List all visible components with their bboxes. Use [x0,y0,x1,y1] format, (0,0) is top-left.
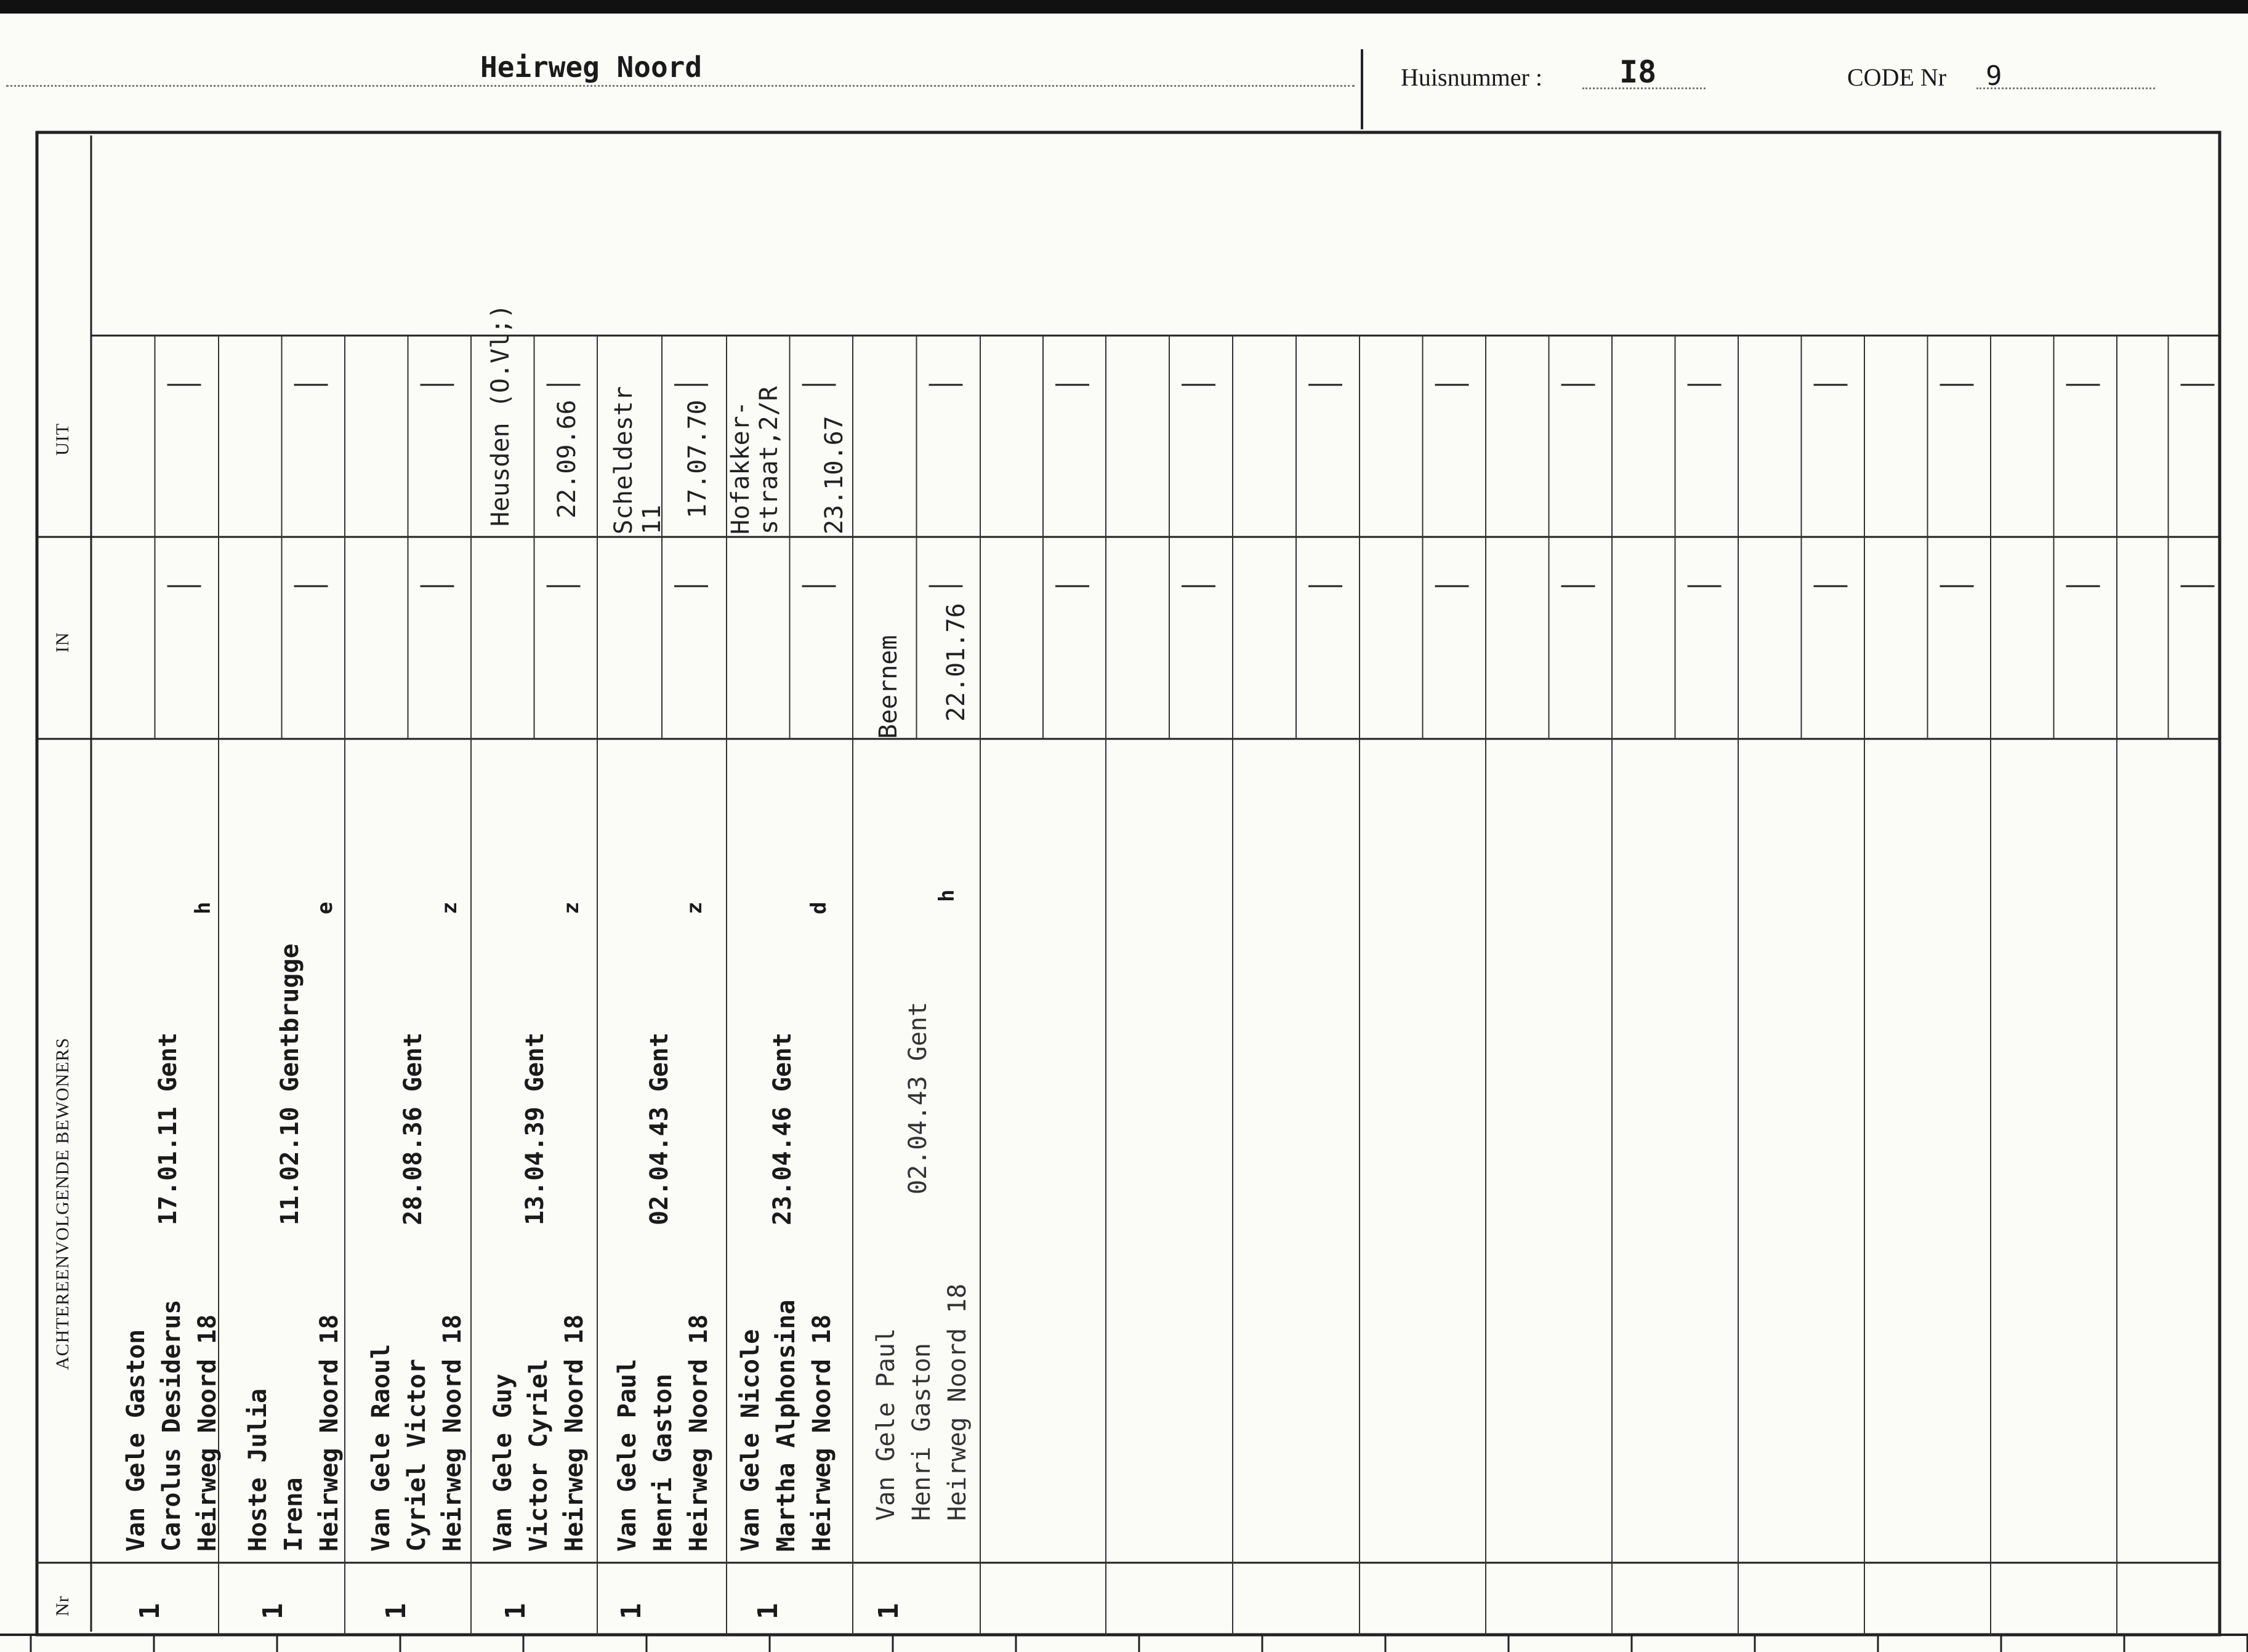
resident-name-2: Henri Gaston [649,1374,677,1552]
resident-birth: 02.04.43 Gent [645,1032,674,1225]
in-place: Beernem [874,635,903,739]
resident-address: Heirweg Noord 18 [438,1314,467,1552]
resident-mark: h [935,889,959,902]
resident-nr: 1 [257,1603,289,1619]
resident-nr: 1 [616,1603,647,1619]
resident-name-1: Hoste Julia [244,1388,272,1552]
resident-name-1: Van Gele Paul [613,1358,642,1552]
street-name: Heirweg Noord [480,50,703,84]
house-number-value: I8 [1619,54,1657,90]
resident-mark: e [313,901,337,914]
resident-address: Heirweg Noord 18 [943,1283,972,1521]
resident-nr: 1 [500,1603,531,1619]
uit-date: 23.10.67 [820,416,848,534]
resident-mark: z [437,901,462,914]
uit-place: Heusden (O.Vl;) [486,304,515,526]
resident-address: Heirweg Noord 18 [808,1314,836,1552]
resident-address: Heirweg Noord 18 [315,1314,344,1552]
resident-nr: 1 [752,1603,784,1619]
uit-date: 17.07.70 [683,400,712,518]
resident-birth: 02.04.43 Gent [904,1001,932,1195]
resident-name-1: Van Gele Raoul [367,1344,395,1552]
section-label-uit: UIT [52,423,73,456]
house-number-label: Huisnummer : [1401,63,1542,91]
resident-birth: 13.04.39 Gent [521,1032,549,1225]
resident-birth: 17.01.11 Gent [154,1032,182,1225]
uit-date: 22.09.66 [553,400,581,518]
resident-mark: z [682,901,707,914]
resident-birth: 28.08.36 Gent [399,1032,427,1225]
code-number-value: 9 [1986,60,2002,92]
uit-place: Scheldestr 11 [610,386,666,534]
resident-name-1: Van Gele Nicole [736,1329,765,1552]
resident-name-2: Cyriel Victor [403,1358,431,1552]
resident-name-2: Carolus Desiderus [158,1299,186,1552]
resident-nr: 1 [873,1603,904,1619]
section-label-nr: Nr [52,1595,73,1616]
resident-address: Heirweg Noord 18 [560,1314,589,1552]
resident-nr: 1 [134,1603,166,1619]
resident-nr: 1 [381,1603,412,1619]
uit-place: Hofakker- straat,2/R [727,386,783,534]
section-label-bewoners: ACHTEREENVOLGENDE BEWONERS [52,1037,73,1370]
resident-mark: d [807,901,831,914]
resident-address: Heirweg Noord 18 [685,1314,713,1552]
resident-name-2: Martha Alphonsina [772,1299,800,1552]
resident-name-2: Henri Gaston [908,1343,936,1521]
resident-birth: 23.04.46 Gent [768,1032,797,1225]
section-label-in: IN [52,632,73,653]
resident-address: Heirweg Noord 18 [193,1314,222,1552]
resident-name-2: Irena [280,1477,308,1552]
resident-name-1: Van Gele Paul [872,1328,900,1521]
code-number-label: CODE Nr [1847,63,1947,91]
resident-mark: h [191,901,216,914]
in-date: 22.01.76 [942,603,970,722]
resident-name-1: Van Gele Gaston [122,1329,150,1552]
resident-mark: z [559,901,584,914]
resident-name-2: Victor Cyriel [525,1358,553,1552]
resident-name-1: Van Gele Guy [489,1374,517,1552]
resident-birth: 11.02.10 Gentbrugge [276,943,304,1225]
